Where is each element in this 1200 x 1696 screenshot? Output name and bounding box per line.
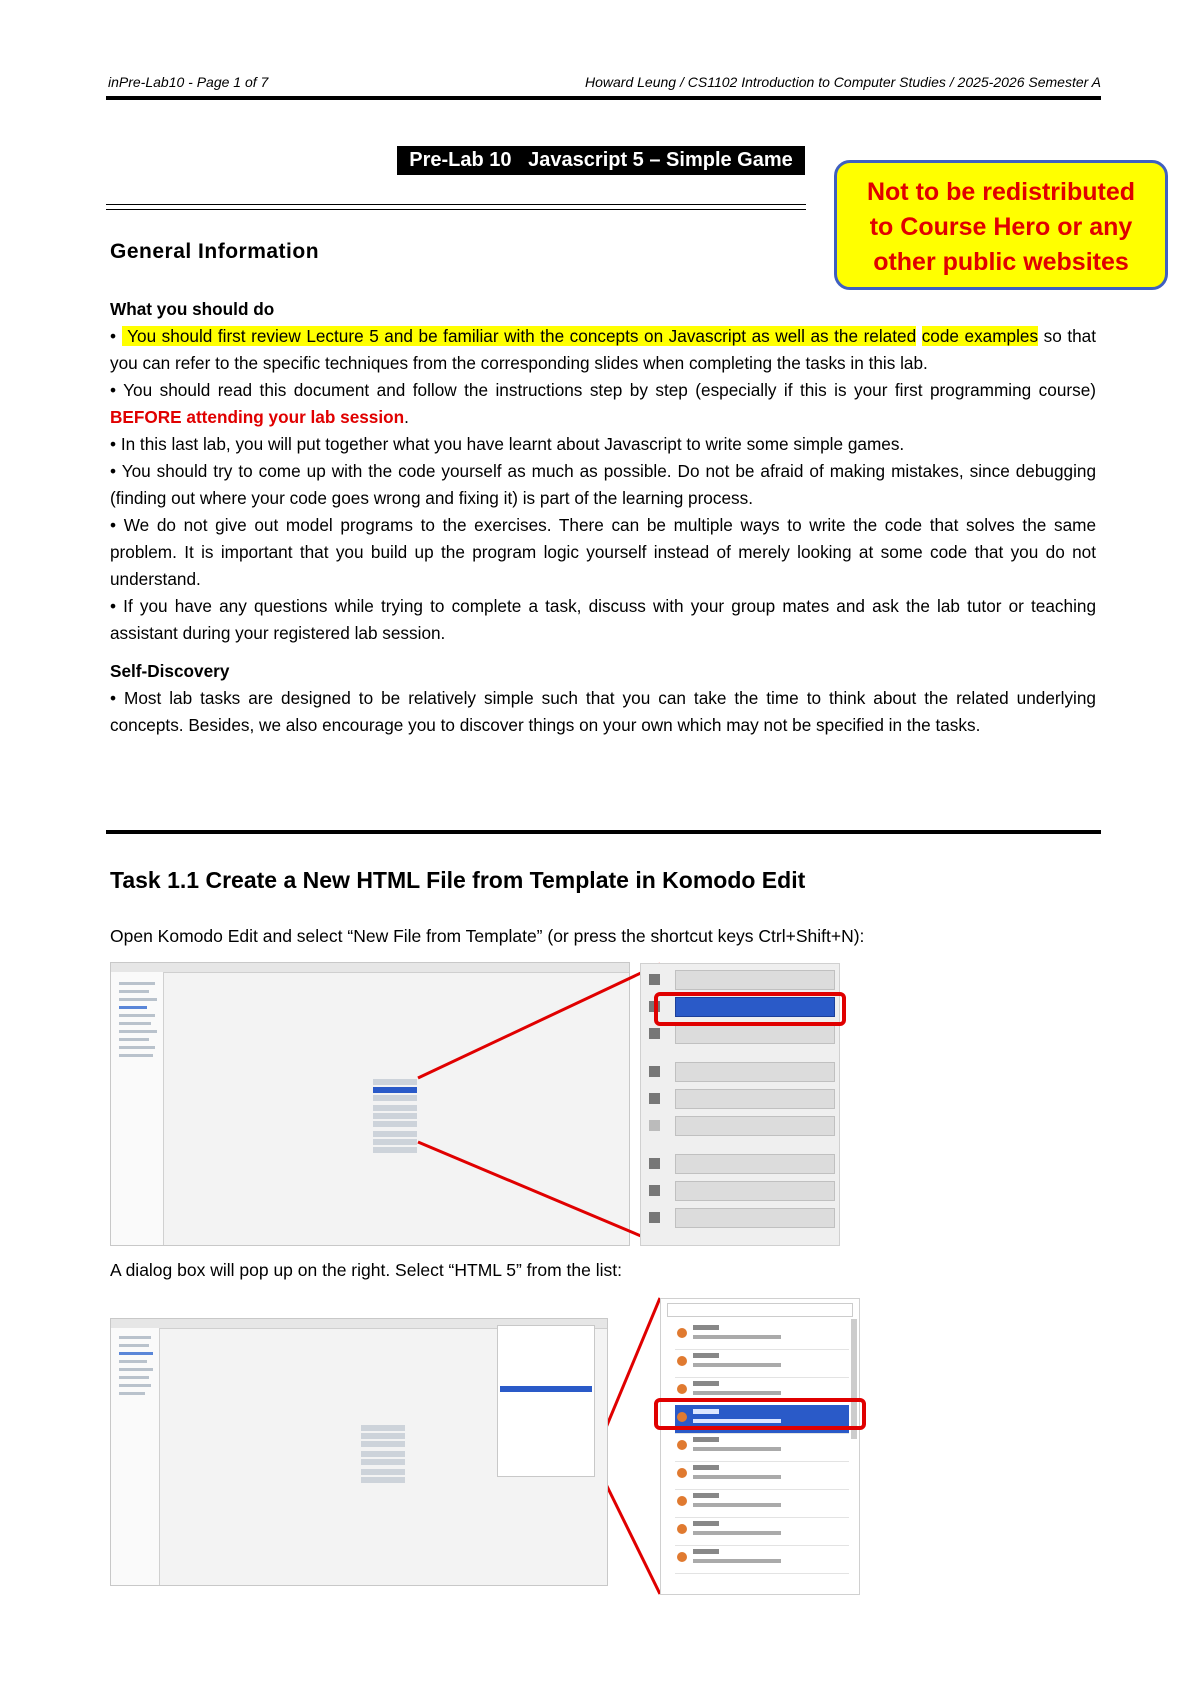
- list-item[interactable]: [675, 1489, 849, 1518]
- bullet-own-code: • You should try to come up with the code yourself as much as possible. Do not be afraid of making mistakes, since debugging (finding out where your code goes wrong and fixing it) is part of the learning process.: [110, 461, 1097, 508]
- bullet-self-discovery: • Most lab tasks are designed to be relatively simple such that you can take the time to think about the related underlying concepts. Besides, we also encourage you to discover things on your own which may not be specified in the tasks.: [110, 688, 1096, 735]
- highlighted-text: You should first review Lecture 5 and be familiar with the concepts on Javascript as well as the related: [122, 326, 917, 346]
- bullet-glyph: •: [110, 596, 117, 616]
- bullet-glyph: •: [110, 380, 117, 400]
- general-information-heading: General Information: [110, 240, 320, 263]
- list-item[interactable]: [675, 1321, 849, 1350]
- highlight-new-file-from-template: [654, 992, 846, 1026]
- bullet-glyph: •: [110, 688, 117, 708]
- bullet-glyph: •: [110, 326, 117, 346]
- document-title: Pre-Lab 10 Javascript 5 – Simple Game: [397, 146, 805, 175]
- bullet-read-document: • You should read this document and follow the instructions step by step (especially if this is your first programming course) BEFORE attending your lab session.: [110, 380, 1096, 427]
- open-file-button[interactable]: [675, 1062, 835, 1082]
- folder-icon: [649, 1066, 660, 1077]
- list-item[interactable]: [675, 1349, 849, 1378]
- page-header-right: Howard Leung / CS1102 Introduction to Computer Studies / 2025-2026 Semester A: [585, 74, 1101, 90]
- install-packages-button[interactable]: [675, 1181, 835, 1201]
- preferences-button[interactable]: [675, 1154, 835, 1174]
- places-sidebar-2: [111, 1328, 160, 1585]
- task-instruction-2: A dialog box will pop up on the right. Select “HTML 5” from the list:: [110, 1260, 622, 1280]
- customize-panes-button[interactable]: [675, 1208, 835, 1228]
- list-item[interactable]: [675, 1433, 849, 1462]
- notice-line-2: to Course Hero or any: [869, 213, 1133, 241]
- list-icon: [649, 1212, 660, 1223]
- before-lab-warning: BEFORE attending your lab session: [110, 407, 405, 427]
- project-icon: [649, 1028, 660, 1039]
- file-icon: [649, 974, 660, 985]
- highlight-html5: [654, 1398, 866, 1430]
- template-list-zoom: [660, 1298, 860, 1595]
- bullet-glyph: •: [110, 434, 117, 454]
- open-workspace-button[interactable]: [675, 1116, 835, 1136]
- bullet-glyph: •: [110, 461, 117, 481]
- template-search-input[interactable]: [667, 1303, 853, 1317]
- page-header-left: inPre-Lab10 - Page 1 of 7: [108, 74, 269, 90]
- komodo-dialog-screenshot: [110, 1318, 608, 1586]
- self-discovery-heading: Self-Discovery: [110, 661, 230, 681]
- task-heading: Task 1.1 Create a New HTML File from Template in Komodo Edit: [110, 867, 806, 893]
- open-project-icon: [649, 1093, 660, 1104]
- workspace-icon: [649, 1120, 660, 1131]
- what-you-should-do-heading: What you should do: [110, 299, 275, 319]
- bullet-no-model-programs: • We do not give out model programs to the exercises. There can be multiple ways to write the code that solves the same problem. It is important that you build up the program logic yourself instead of merely looking at some code that you do not understand.: [110, 515, 1097, 589]
- list-item[interactable]: [675, 1517, 849, 1546]
- gear-icon: [649, 1158, 660, 1169]
- bullet-review-rest: so that you can refer to the specific techniques from the corresponding slides when completing the tasks in this lab.: [110, 326, 1096, 373]
- notice-line-1: Not to be redistributed: [866, 178, 1136, 206]
- bullet-last-lab: • In this last lab, you will put together what you have learnt about Javascript to write some simple games.: [110, 434, 905, 454]
- task-instruction-1: Open Komodo Edit and select “New File from Template” (or press the shortcut keys Ctrl+Shift+N):: [110, 926, 865, 946]
- bullet-questions: • If you have any questions while trying to complete a task, discuss with your group mates and ask the lab tutor or teaching assistant during your registered lab session.: [110, 596, 1097, 643]
- new-project-button[interactable]: [675, 1024, 835, 1044]
- notice-line-3: other public websites: [873, 248, 1129, 276]
- open-project-button[interactable]: [675, 1089, 835, 1109]
- list-item[interactable]: [675, 1545, 849, 1574]
- new-file-button[interactable]: [675, 970, 835, 990]
- bullet-glyph: •: [110, 515, 117, 535]
- highlighted-text-2: code examples: [921, 326, 1039, 346]
- list-item[interactable]: [675, 1461, 849, 1490]
- template-list-mini: [497, 1325, 595, 1477]
- download-icon: [649, 1185, 660, 1196]
